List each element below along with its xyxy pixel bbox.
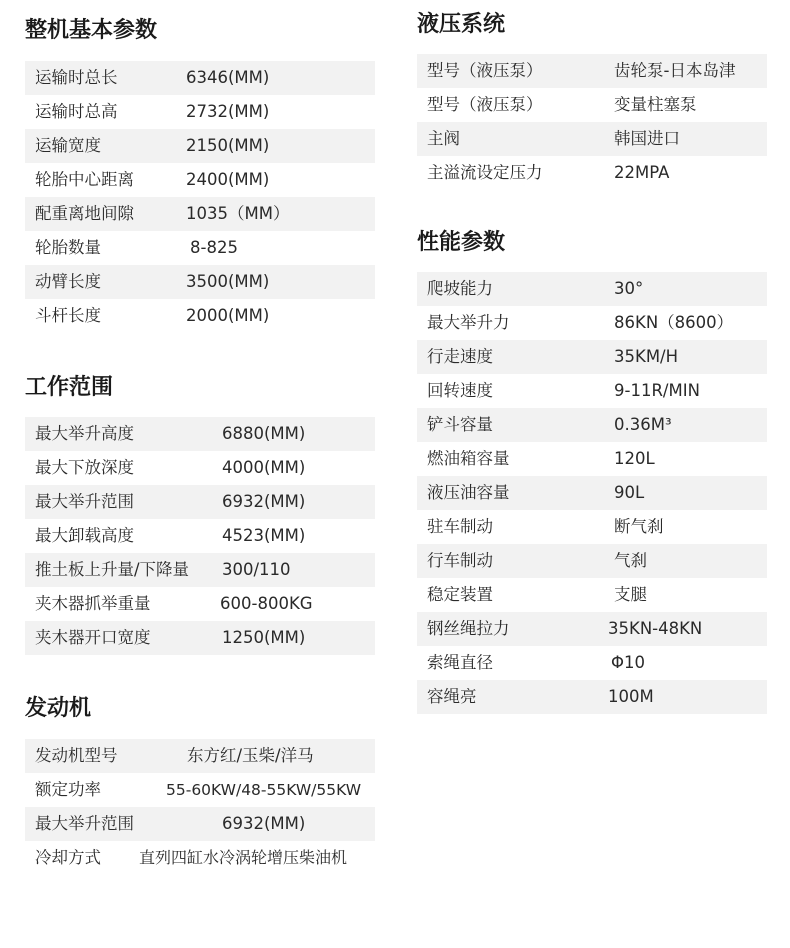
param-label: 回转速度	[427, 381, 493, 400]
param-value: 1035（MM）	[186, 204, 290, 223]
param-label: 运输宽度	[35, 136, 101, 155]
param-value: 齿轮泵-日本岛津	[614, 61, 736, 80]
param-label: 夹木器抓举重量	[35, 594, 151, 613]
param-label: 爬坡能力	[427, 279, 493, 298]
param-label: 运输时总长	[35, 68, 118, 87]
table-row	[25, 841, 375, 875]
param-value: 0.36M³	[614, 415, 672, 434]
work-range-section	[25, 373, 375, 647]
param-label: 主阀	[427, 129, 460, 148]
param-label: 铲斗容量	[427, 415, 493, 434]
param-value: 2732(MM)	[186, 102, 270, 121]
table-row	[417, 578, 767, 612]
table-row	[25, 417, 375, 451]
param-label: 斗杆长度	[35, 306, 101, 325]
param-label: 驻车制动	[427, 517, 493, 536]
param-value: 6346(MM)	[186, 68, 270, 87]
table-row	[417, 272, 767, 306]
table-row	[25, 553, 375, 587]
table-row	[417, 156, 767, 190]
param-value: 30°	[614, 279, 644, 298]
table-row	[25, 519, 375, 553]
table-row	[25, 129, 375, 163]
param-value: 6932(MM)	[222, 492, 306, 511]
param-value: 韩国进口	[614, 129, 680, 148]
param-label: 最大举升范围	[35, 814, 134, 833]
table-row	[417, 442, 767, 476]
param-label: 夹木器开口宽度	[35, 628, 151, 647]
param-label: 冷却方式	[35, 848, 101, 867]
table-row	[25, 61, 375, 95]
param-value: 3500(MM)	[186, 272, 270, 291]
param-value: 气刹	[614, 551, 647, 570]
table-row	[25, 485, 375, 519]
param-label: 钢丝绳拉力	[427, 619, 510, 638]
param-value: 9-11R/MIN	[614, 381, 700, 400]
basic-params-section	[25, 16, 375, 325]
param-label: 稳定装置	[427, 585, 493, 604]
param-value: 1250(MM)	[222, 628, 306, 647]
param-value: 6880(MM)	[222, 424, 306, 443]
param-value: 东方红/玉柴/洋马	[187, 746, 314, 765]
table-row	[25, 807, 375, 841]
hydraulic-table	[417, 54, 767, 190]
param-value: Φ10	[611, 653, 645, 672]
table-row	[417, 374, 767, 408]
table-row	[25, 95, 375, 129]
table-row	[417, 680, 767, 714]
param-value: 120L	[614, 449, 655, 468]
engine-section	[25, 694, 375, 867]
param-label: 最大举升范围	[35, 492, 134, 511]
table-row	[417, 646, 767, 680]
param-value: 35KM/H	[614, 347, 679, 366]
param-value: 35KN-48KN	[608, 619, 703, 638]
param-label: 推土板上升量/下降量	[35, 560, 190, 579]
work-range-table	[25, 417, 375, 655]
param-value: 支腿	[614, 585, 647, 604]
table-row	[417, 510, 767, 544]
param-label: 型号（液压泵）	[427, 95, 543, 114]
param-label: 容绳亮	[427, 687, 477, 706]
param-label: 索绳直径	[427, 653, 493, 672]
param-label: 轮胎中心距离	[35, 170, 134, 189]
table-row	[25, 231, 375, 265]
param-value: 86KN（8600）	[614, 313, 734, 332]
param-value: 4000(MM)	[222, 458, 306, 477]
param-label: 最大卸载高度	[35, 526, 134, 545]
param-label: 最大举升高度	[35, 424, 134, 443]
table-row	[417, 612, 767, 646]
param-value: 300/110	[222, 560, 291, 579]
table-row	[417, 122, 767, 156]
param-value: 变量柱塞泵	[614, 95, 697, 114]
performance-section	[417, 228, 767, 706]
param-label: 液压油容量	[427, 483, 510, 502]
param-label: 燃油箱容量	[427, 449, 510, 468]
table-row	[417, 306, 767, 340]
table-row	[417, 408, 767, 442]
param-value: 100M	[608, 687, 654, 706]
engine-title: 发动机	[25, 696, 92, 721]
param-label: 轮胎数量	[35, 238, 101, 257]
basic-params-title: 整机基本参数	[25, 18, 158, 43]
param-value: 90L	[614, 483, 645, 502]
param-value: 22MPA	[614, 163, 670, 182]
param-label: 配重离地间隙	[35, 204, 134, 223]
param-value: 2150(MM)	[186, 136, 270, 155]
table-row	[417, 54, 767, 88]
param-label: 动臂长度	[35, 272, 101, 291]
param-label: 运输时总高	[35, 102, 118, 121]
param-label: 行车制动	[427, 551, 493, 570]
table-row	[25, 197, 375, 231]
param-value: 8-825	[190, 238, 238, 257]
table-row	[25, 621, 375, 655]
performance-title: 性能参数	[417, 230, 506, 255]
param-value: 2000(MM)	[186, 306, 270, 325]
basic-params-table	[25, 61, 375, 333]
param-label: 发动机型号	[35, 746, 118, 765]
param-value: 4523(MM)	[222, 526, 306, 545]
hydraulic-title: 液压系统	[417, 12, 506, 37]
param-value: 6932(MM)	[222, 814, 306, 833]
table-row	[417, 544, 767, 578]
table-row	[25, 773, 375, 807]
work-range-title: 工作范围	[25, 375, 114, 400]
param-label: 主溢流设定压力	[427, 163, 543, 182]
table-row	[25, 299, 375, 333]
param-label: 最大下放深度	[35, 458, 134, 477]
param-value: 2400(MM)	[186, 170, 270, 189]
table-row	[417, 88, 767, 122]
table-row	[25, 587, 375, 621]
param-value: 55-60KW/48-55KW/55KW	[166, 781, 362, 799]
table-row	[25, 739, 375, 773]
param-label: 行走速度	[427, 347, 493, 366]
hydraulic-section	[417, 10, 767, 182]
param-label: 型号（液压泵）	[427, 61, 543, 80]
table-row	[417, 340, 767, 374]
engine-table	[25, 739, 375, 875]
table-row	[417, 476, 767, 510]
param-value: 断气刹	[614, 517, 664, 536]
param-value: 600-800KG	[220, 594, 313, 613]
table-row	[25, 265, 375, 299]
param-label: 额定功率	[35, 780, 101, 799]
table-row	[25, 163, 375, 197]
table-row	[25, 451, 375, 485]
param-value: 直列四缸水冷涡轮增压柴油机	[139, 848, 348, 867]
param-label: 最大举升力	[427, 313, 510, 332]
performance-table	[417, 272, 767, 714]
